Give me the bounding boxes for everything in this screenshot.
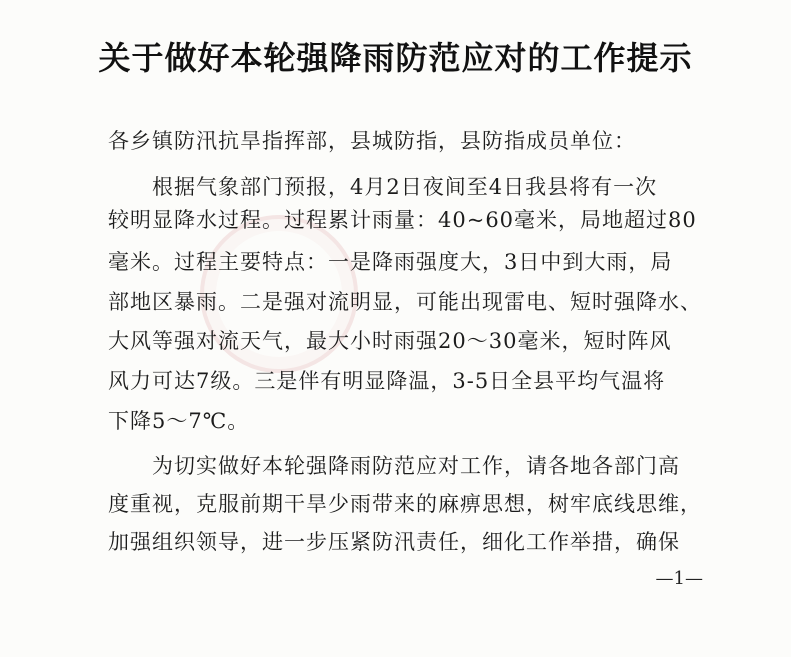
- body-line: 大风等强对流天气，最大小时雨强20～30毫米，短时阵风: [108, 329, 672, 353]
- body-line: 为切实做好本轮强降雨防范应对工作，请各地各部门高: [108, 454, 680, 478]
- page-number: —1—: [655, 568, 703, 589]
- body-line: 根据气象部门预报，4月2日夜间至4日我县将有一次: [108, 175, 658, 199]
- body-line: 度重视，克服前期干旱少雨带来的麻痹思想，树牢底线思维，: [108, 492, 702, 516]
- body-line: 毫米。过程主要特点：一是降雨强度大，3日中到大雨，局: [108, 250, 673, 274]
- addressee-line: 各乡镇防汛抗旱指挥部，县城防指，县防指成员单位：: [108, 129, 636, 153]
- body-line: 较明显降水过程。过程累计雨量：40~60毫米，局地超过80: [108, 208, 697, 232]
- body-line: 风力可达7级。三是伴有明显降温，3-5日全县平均气温将: [108, 369, 666, 393]
- body-line: 下降5～7℃。: [108, 409, 250, 433]
- body-line: 部地区暴雨。二是强对流明显，可能出现雷电、短时强降水、: [108, 290, 702, 314]
- body-line: 加强组织领导，进一步压紧防汛责任，细化工作举措，确保: [108, 530, 680, 554]
- document-title: 关于做好本轮强降雨防范应对的工作提示: [98, 39, 693, 77]
